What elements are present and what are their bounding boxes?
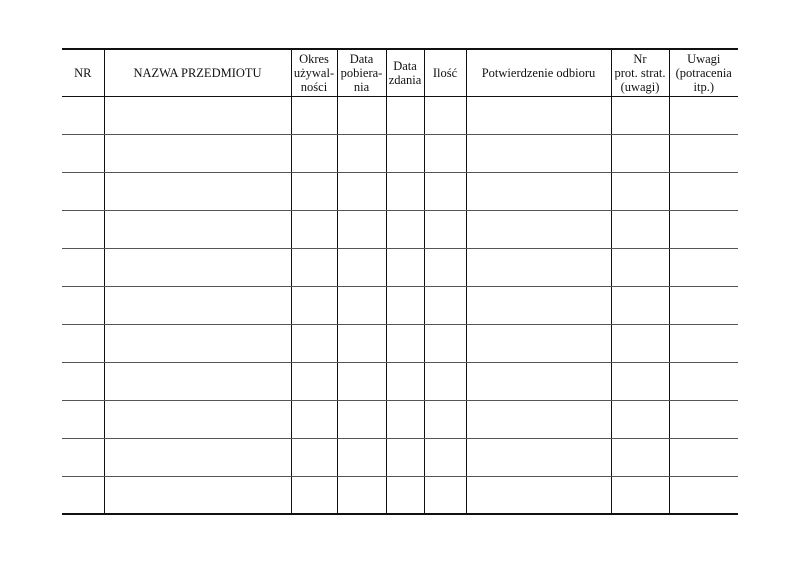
inventory-form xyxy=(62,48,738,515)
cell-date-taken[interactable] xyxy=(337,210,386,248)
cell-quantity[interactable] xyxy=(424,210,466,248)
cell-date-taken[interactable] xyxy=(337,248,386,286)
cell-item-name[interactable] xyxy=(104,400,291,438)
cell-date-returned[interactable] xyxy=(386,476,424,514)
header-usage-period: Okres używal- ności xyxy=(291,49,337,96)
table-header-row xyxy=(62,49,738,96)
cell-date-returned[interactable] xyxy=(386,172,424,210)
table-body xyxy=(62,96,738,514)
cell-nr[interactable] xyxy=(62,286,104,324)
item-ledger-table xyxy=(62,48,738,515)
cell-item-name[interactable] xyxy=(104,476,291,514)
table-row xyxy=(62,476,738,514)
cell-receipt-confirmation[interactable] xyxy=(466,248,611,286)
cell-item-name[interactable] xyxy=(104,134,291,172)
cell-receipt-confirmation[interactable] xyxy=(466,400,611,438)
cell-nr[interactable] xyxy=(62,134,104,172)
cell-date-taken[interactable] xyxy=(337,400,386,438)
cell-remarks[interactable] xyxy=(669,362,738,400)
cell-date-returned[interactable] xyxy=(386,286,424,324)
table-row xyxy=(62,134,738,172)
cell-loss-report-no[interactable] xyxy=(611,400,669,438)
cell-remarks[interactable] xyxy=(669,172,738,210)
cell-receipt-confirmation[interactable] xyxy=(466,476,611,514)
cell-usage-period[interactable] xyxy=(291,96,337,134)
header-receipt-confirmation: Potwierdzenie odbioru xyxy=(466,49,611,96)
header-remarks: Uwagi (potracenia itp.) xyxy=(669,49,738,96)
cell-nr[interactable] xyxy=(62,324,104,362)
cell-loss-report-no[interactable] xyxy=(611,96,669,134)
cell-remarks[interactable] xyxy=(669,286,738,324)
cell-nr[interactable] xyxy=(62,400,104,438)
cell-usage-period[interactable] xyxy=(291,362,337,400)
cell-nr[interactable] xyxy=(62,210,104,248)
cell-loss-report-no[interactable] xyxy=(611,438,669,476)
cell-usage-period[interactable] xyxy=(291,248,337,286)
cell-receipt-confirmation[interactable] xyxy=(466,362,611,400)
cell-loss-report-no[interactable] xyxy=(611,172,669,210)
cell-item-name[interactable] xyxy=(104,210,291,248)
cell-date-taken[interactable] xyxy=(337,362,386,400)
cell-item-name[interactable] xyxy=(104,362,291,400)
table-row xyxy=(62,362,738,400)
cell-loss-report-no[interactable] xyxy=(611,324,669,362)
cell-loss-report-no[interactable] xyxy=(611,134,669,172)
header-nr: NR xyxy=(62,49,104,96)
cell-quantity[interactable] xyxy=(424,400,466,438)
cell-usage-period[interactable] xyxy=(291,134,337,172)
table-row xyxy=(62,324,738,362)
cell-loss-report-no[interactable] xyxy=(611,476,669,514)
cell-usage-period[interactable] xyxy=(291,438,337,476)
cell-receipt-confirmation[interactable] xyxy=(466,324,611,362)
cell-remarks[interactable] xyxy=(669,248,738,286)
cell-remarks[interactable] xyxy=(669,476,738,514)
cell-item-name[interactable] xyxy=(104,324,291,362)
cell-quantity[interactable] xyxy=(424,134,466,172)
cell-remarks[interactable] xyxy=(669,210,738,248)
cell-usage-period[interactable] xyxy=(291,476,337,514)
cell-date-returned[interactable] xyxy=(386,438,424,476)
cell-quantity[interactable] xyxy=(424,324,466,362)
cell-usage-period[interactable] xyxy=(291,324,337,362)
cell-loss-report-no[interactable] xyxy=(611,210,669,248)
cell-remarks[interactable] xyxy=(669,400,738,438)
cell-date-returned[interactable] xyxy=(386,210,424,248)
table-row xyxy=(62,96,738,134)
cell-quantity[interactable] xyxy=(424,172,466,210)
cell-quantity[interactable] xyxy=(424,438,466,476)
cell-date-returned[interactable] xyxy=(386,248,424,286)
cell-date-returned[interactable] xyxy=(386,96,424,134)
cell-item-name[interactable] xyxy=(104,96,291,134)
cell-nr[interactable] xyxy=(62,438,104,476)
cell-remarks[interactable] xyxy=(669,438,738,476)
cell-item-name[interactable] xyxy=(104,286,291,324)
table-row xyxy=(62,400,738,438)
cell-date-taken[interactable] xyxy=(337,286,386,324)
cell-usage-period[interactable] xyxy=(291,400,337,438)
cell-date-returned[interactable] xyxy=(386,400,424,438)
cell-receipt-confirmation[interactable] xyxy=(466,210,611,248)
cell-date-taken[interactable] xyxy=(337,134,386,172)
cell-quantity[interactable] xyxy=(424,286,466,324)
header-date-returned: Data zdania xyxy=(386,49,424,96)
cell-loss-report-no[interactable] xyxy=(611,362,669,400)
cell-item-name[interactable] xyxy=(104,438,291,476)
cell-item-name[interactable] xyxy=(104,172,291,210)
cell-nr[interactable] xyxy=(62,362,104,400)
cell-date-taken[interactable] xyxy=(337,172,386,210)
header-loss-report-no: Nr prot. strat. (uwagi) xyxy=(611,49,669,96)
cell-loss-report-no[interactable] xyxy=(611,286,669,324)
cell-quantity[interactable] xyxy=(424,248,466,286)
cell-nr[interactable] xyxy=(62,96,104,134)
cell-receipt-confirmation[interactable] xyxy=(466,96,611,134)
cell-remarks[interactable] xyxy=(669,134,738,172)
cell-date-returned[interactable] xyxy=(386,134,424,172)
cell-usage-period[interactable] xyxy=(291,210,337,248)
cell-remarks[interactable] xyxy=(669,96,738,134)
cell-quantity[interactable] xyxy=(424,476,466,514)
cell-date-returned[interactable] xyxy=(386,362,424,400)
header-date-taken: Data pobiera- nia xyxy=(337,49,386,96)
table-row xyxy=(62,210,738,248)
cell-date-taken[interactable] xyxy=(337,438,386,476)
cell-item-name[interactable] xyxy=(104,248,291,286)
cell-date-taken[interactable] xyxy=(337,476,386,514)
cell-quantity[interactable] xyxy=(424,96,466,134)
header-item-name: NAZWA PRZEDMIOTU xyxy=(104,49,291,96)
table-row xyxy=(62,172,738,210)
cell-date-taken[interactable] xyxy=(337,324,386,362)
cell-nr[interactable] xyxy=(62,476,104,514)
cell-usage-period[interactable] xyxy=(291,286,337,324)
table-row xyxy=(62,438,738,476)
table-row xyxy=(62,248,738,286)
cell-receipt-confirmation[interactable] xyxy=(466,134,611,172)
cell-receipt-confirmation[interactable] xyxy=(466,438,611,476)
cell-usage-period[interactable] xyxy=(291,172,337,210)
cell-receipt-confirmation[interactable] xyxy=(466,286,611,324)
cell-quantity[interactable] xyxy=(424,362,466,400)
cell-remarks[interactable] xyxy=(669,324,738,362)
header-quantity: Ilość xyxy=(424,49,466,96)
cell-receipt-confirmation[interactable] xyxy=(466,172,611,210)
table-row xyxy=(62,286,738,324)
cell-date-taken[interactable] xyxy=(337,96,386,134)
cell-nr[interactable] xyxy=(62,248,104,286)
cell-nr[interactable] xyxy=(62,172,104,210)
cell-loss-report-no[interactable] xyxy=(611,248,669,286)
cell-date-returned[interactable] xyxy=(386,324,424,362)
